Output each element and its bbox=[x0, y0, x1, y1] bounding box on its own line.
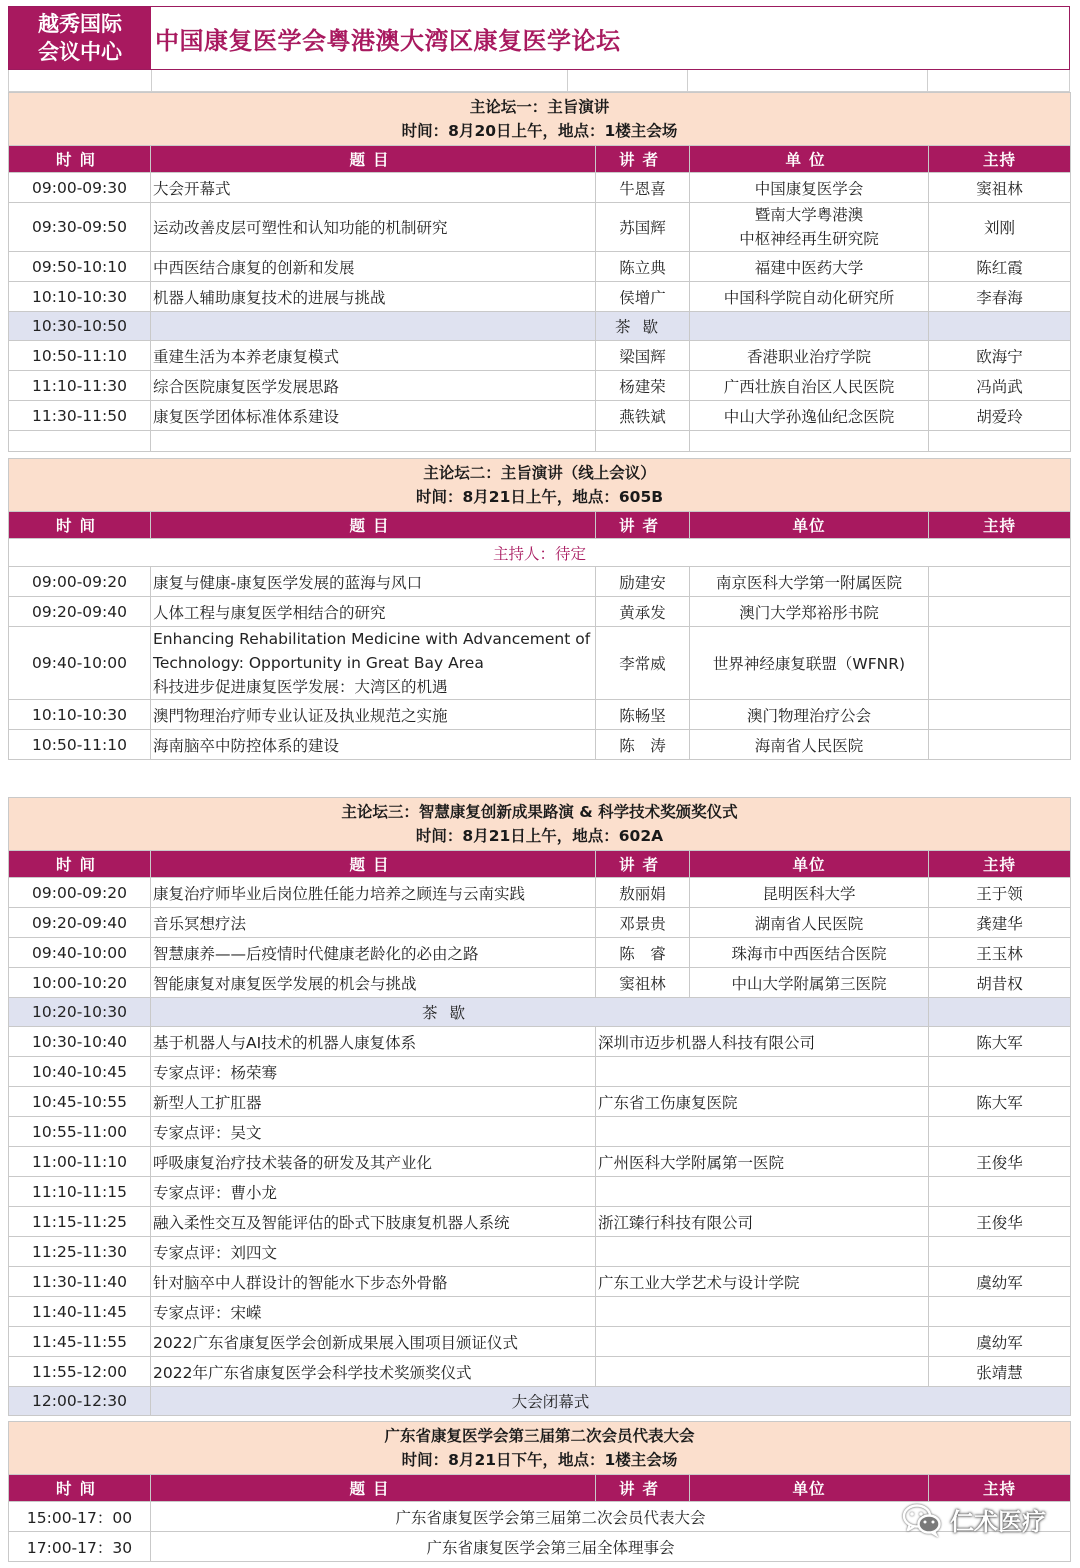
row-host: 王玉林 bbox=[929, 938, 1071, 968]
col-speaker: 讲者 bbox=[596, 512, 690, 539]
row-host: 王俊华 bbox=[929, 1147, 1071, 1177]
row-unit: 广州医科大学附属第一医院 bbox=[596, 1147, 929, 1177]
table-row bbox=[9, 567, 1071, 597]
forum1-title: 主论坛一：主旨演讲 bbox=[469, 98, 610, 116]
row-host: 胡爱玲 bbox=[929, 401, 1071, 431]
row-time: 17:00-17：30 bbox=[9, 1532, 151, 1562]
row-topic: 2022年广东省康复医学会科学技术奖颁奖仪式 bbox=[151, 1357, 596, 1387]
row-unit: 中山大学孙逸仙纪念医院 bbox=[690, 401, 929, 431]
row-host bbox=[929, 1177, 1071, 1207]
row-speaker: 陈 涛 bbox=[596, 730, 690, 760]
row-host: 王俊华 bbox=[929, 1207, 1071, 1237]
forum2-section-header bbox=[9, 459, 1071, 512]
row-time: 09:50-10:10 bbox=[9, 252, 151, 282]
break-label: 茶歇 bbox=[596, 312, 690, 341]
row-unit bbox=[596, 1117, 929, 1147]
col-host: 主持 bbox=[929, 851, 1071, 878]
forum2-info: 时间：8月21日上午，地点：605B bbox=[416, 488, 664, 506]
table-row bbox=[9, 203, 1071, 252]
closing-row bbox=[9, 1387, 1071, 1416]
forum3-info: 时间：8月21日上午，地点：602A bbox=[415, 827, 664, 845]
venue-line2: 会议中心 bbox=[38, 40, 122, 64]
row-topic: 新型人工扩肛器 bbox=[151, 1087, 596, 1117]
row-time: 10:10-10:30 bbox=[9, 282, 151, 312]
row-topic: 专家点评：杨荣骞 bbox=[151, 1057, 596, 1087]
watermark bbox=[902, 1502, 1046, 1537]
row-time: 10:55-11:00 bbox=[9, 1117, 151, 1147]
row-topic: 康复医学团体标准体系建设 bbox=[151, 401, 596, 431]
row-unit: 昆明医科大学 bbox=[690, 878, 929, 908]
row-time: 10:50-11:10 bbox=[9, 341, 151, 371]
row-time: 10:40-10:45 bbox=[9, 1057, 151, 1087]
row-time: 11:25-11:30 bbox=[9, 1237, 151, 1267]
row-unit: 福建中医药大学 bbox=[690, 252, 929, 282]
table-row bbox=[9, 938, 1071, 968]
forum3-break-row bbox=[9, 998, 1071, 1027]
row-unit: 海南省人民医院 bbox=[690, 730, 929, 760]
row-speaker: 陈立典 bbox=[596, 252, 690, 282]
table-row bbox=[9, 1117, 1071, 1147]
row-unit bbox=[596, 1057, 929, 1087]
watermark-text: 仁术医疗 bbox=[950, 1508, 1046, 1536]
header bbox=[8, 6, 1070, 70]
col-time: 时间 bbox=[9, 146, 151, 173]
row-time: 09:40-10:00 bbox=[9, 627, 151, 700]
row-label: 广东省康复医学会第三届第二次会员代表大会 bbox=[151, 1502, 1071, 1532]
row-time: 09:00-09:20 bbox=[9, 567, 151, 597]
row-unit: 澳门大学郑裕彤书院 bbox=[690, 597, 929, 627]
row-host: 李春海 bbox=[929, 282, 1071, 312]
spacer-row bbox=[9, 431, 1071, 452]
row-unit: 珠海市中西医结合医院 bbox=[690, 938, 929, 968]
row-time: 09:00-09:20 bbox=[9, 878, 151, 908]
break-label: 茶歇 bbox=[151, 998, 929, 1027]
col-unit: 单位 bbox=[690, 851, 929, 878]
row-unit bbox=[596, 1297, 929, 1327]
row-topic: 专家点评：刘四文 bbox=[151, 1237, 596, 1267]
forum1-info: 时间：8月20日上午，地点：1楼主会场 bbox=[401, 122, 678, 140]
row-speaker: 李常威 bbox=[596, 627, 690, 700]
row-topic: 中西医结合康复的创新和发展 bbox=[151, 252, 596, 282]
forum4-info: 时间：8月21日下午，地点：1楼主会场 bbox=[401, 1451, 678, 1469]
row-speaker: 牛恩喜 bbox=[596, 173, 690, 203]
row-topic: 机器人辅助康复技术的进展与挑战 bbox=[151, 282, 596, 312]
col-speaker: 讲者 bbox=[596, 146, 690, 173]
table-row bbox=[9, 401, 1071, 431]
closing-label: 大会闭幕式 bbox=[151, 1387, 1071, 1416]
row-topic: 专家点评：吴文 bbox=[151, 1117, 596, 1147]
row-unit: 中山大学附属第三医院 bbox=[690, 968, 929, 998]
col-host: 主持 bbox=[929, 1475, 1071, 1502]
table-row bbox=[9, 1147, 1071, 1177]
forum3-section-header bbox=[9, 798, 1071, 851]
row-time: 11:10-11:15 bbox=[9, 1177, 151, 1207]
venue-line1: 越秀国际 bbox=[38, 12, 122, 36]
forum4-column-header bbox=[9, 1475, 1071, 1502]
row-topic: 康复与健康-康复医学发展的蓝海与风口 bbox=[151, 567, 596, 597]
header-grid-row bbox=[8, 70, 1070, 92]
forum1-break-row bbox=[9, 312, 1071, 341]
forum2-title: 主论坛二：主旨演讲（线上会议） bbox=[423, 464, 656, 482]
table-row bbox=[9, 252, 1071, 282]
forum3-column-header bbox=[9, 851, 1071, 878]
row-topic: 康复治疗师毕业后岗位胜任能力培养之顾连与云南实践 bbox=[151, 878, 596, 908]
row-topic: 呼吸康复治疗技术装备的研发及其产业化 bbox=[151, 1147, 596, 1177]
row-unit: 深圳市迈步机器人科技有限公司 bbox=[596, 1027, 929, 1057]
row-topic: 大会开幕式 bbox=[151, 173, 596, 203]
table-row bbox=[9, 1057, 1071, 1087]
row-host bbox=[929, 1237, 1071, 1267]
row-host: 陈大军 bbox=[929, 1087, 1071, 1117]
row-unit: 南京医科大学第一附属医院 bbox=[690, 567, 929, 597]
row-speaker: 窦祖林 bbox=[596, 968, 690, 998]
table-row bbox=[9, 1087, 1071, 1117]
col-unit: 单位 bbox=[690, 512, 929, 539]
row-host: 窦祖林 bbox=[929, 173, 1071, 203]
row-topic: 融入柔性交互及智能评估的卧式下肢康复机器人系统 bbox=[151, 1207, 596, 1237]
row-speaker: 燕铁斌 bbox=[596, 401, 690, 431]
row-time: 11:30-11:50 bbox=[9, 401, 151, 431]
row-time: 09:00-09:30 bbox=[9, 173, 151, 203]
row-topic: 人体工程与康复医学相结合的研究 bbox=[151, 597, 596, 627]
row-speaker: 励建安 bbox=[596, 567, 690, 597]
table-row bbox=[9, 173, 1071, 203]
row-host: 王于领 bbox=[929, 878, 1071, 908]
forum2-column-header bbox=[9, 512, 1071, 539]
row-unit: 湖南省人民医院 bbox=[690, 908, 929, 938]
table-row bbox=[9, 597, 1071, 627]
table-row bbox=[9, 1207, 1071, 1237]
row-time: 10:00-10:20 bbox=[9, 968, 151, 998]
table-row bbox=[9, 1027, 1071, 1057]
row-host: 胡昔权 bbox=[929, 968, 1071, 998]
table-row bbox=[9, 1177, 1071, 1207]
col-time: 时间 bbox=[9, 1475, 151, 1502]
row-host bbox=[929, 627, 1071, 700]
row-time: 11:55-12:00 bbox=[9, 1357, 151, 1387]
row-host bbox=[929, 1117, 1071, 1147]
row-speaker: 黄承发 bbox=[596, 597, 690, 627]
row-topic: 综合医院康复医学发展思路 bbox=[151, 371, 596, 401]
table-row bbox=[9, 341, 1071, 371]
row-host: 虞幼军 bbox=[929, 1327, 1071, 1357]
row-host bbox=[929, 730, 1071, 760]
row-unit bbox=[596, 1177, 929, 1207]
row-topic: 专家点评：宋嵘 bbox=[151, 1297, 596, 1327]
forum1-section-header bbox=[9, 93, 1071, 146]
row-host bbox=[929, 567, 1071, 597]
row-host: 陈大军 bbox=[929, 1027, 1071, 1057]
moderator-text: 主持人：待定 bbox=[9, 539, 1071, 567]
row-unit: 世界神经康复联盟（WFNR) bbox=[690, 627, 929, 700]
row-time: 09:20-09:40 bbox=[9, 597, 151, 627]
break-time: 10:30-10:50 bbox=[9, 312, 151, 341]
row-unit: 广东工业大学艺术与设计学院 bbox=[596, 1267, 929, 1297]
row-host: 陈红霞 bbox=[929, 252, 1071, 282]
row-time: 11:30-11:40 bbox=[9, 1267, 151, 1297]
row-speaker: 陈 睿 bbox=[596, 938, 690, 968]
row-topic: 智慧康养——后疫情时代健康老龄化的必由之路 bbox=[151, 938, 596, 968]
row-time: 11:15-11:25 bbox=[9, 1207, 151, 1237]
row-time: 15:00-17：00 bbox=[9, 1502, 151, 1532]
page-title: 中国康复医学会粤港澳大湾区康复医学论坛 bbox=[155, 26, 621, 55]
row-topic: 运动改善皮层可塑性和认知功能的机制研究 bbox=[151, 203, 596, 252]
row-topic: 针对脑卒中人群设计的智能水下步态外骨骼 bbox=[151, 1267, 596, 1297]
table-row bbox=[9, 878, 1071, 908]
col-time: 时间 bbox=[9, 512, 151, 539]
row-topic: 专家点评：曹小龙 bbox=[151, 1177, 596, 1207]
row-host: 欧海宁 bbox=[929, 341, 1071, 371]
break-time: 10:20-10:30 bbox=[9, 998, 151, 1027]
row-unit: 香港职业治疗学院 bbox=[690, 341, 929, 371]
table-row bbox=[9, 627, 1071, 700]
row-time: 10:50-11:10 bbox=[9, 730, 151, 760]
row-unit: 暨南大学粤港澳 中枢神经再生研究院 bbox=[690, 203, 929, 252]
moderator-row bbox=[9, 539, 1071, 567]
table-row bbox=[9, 1237, 1071, 1267]
row-host: 张靖慧 bbox=[929, 1357, 1071, 1387]
forum4-title: 广东省康复医学会第三届第二次会员代表大会 bbox=[384, 1427, 695, 1445]
col-topic: 题目 bbox=[151, 146, 596, 173]
forum4-table bbox=[8, 1421, 1071, 1562]
row-host: 虞幼军 bbox=[929, 1267, 1071, 1297]
row-time: 10:10-10:30 bbox=[9, 700, 151, 730]
table-row bbox=[9, 1327, 1071, 1357]
table-row bbox=[9, 1267, 1071, 1297]
row-host bbox=[929, 597, 1071, 627]
table-row bbox=[9, 700, 1071, 730]
row-speaker: 梁国辉 bbox=[596, 341, 690, 371]
row-host bbox=[929, 1297, 1071, 1327]
row-time: 11:10-11:30 bbox=[9, 371, 151, 401]
row-topic: 海南脑卒中防控体系的建设 bbox=[151, 730, 596, 760]
row-host: 刘刚 bbox=[929, 203, 1071, 252]
row-time: 11:45-11:55 bbox=[9, 1327, 151, 1357]
forum4-section-header bbox=[9, 1422, 1071, 1475]
closing-time: 12:00-12:30 bbox=[9, 1387, 151, 1416]
row-topic: 澳門物理治疗师专业认证及执业规范之实施 bbox=[151, 700, 596, 730]
row-speaker: 敖丽娟 bbox=[596, 878, 690, 908]
forum2-table bbox=[8, 458, 1071, 760]
forum1-column-header bbox=[9, 146, 1071, 173]
col-topic: 题目 bbox=[151, 851, 596, 878]
table-row bbox=[9, 968, 1071, 998]
row-unit: 中国康复医学会 bbox=[690, 173, 929, 203]
row-label: 广东省康复医学会第三届全体理事会 bbox=[151, 1532, 1071, 1562]
row-unit: 广西壮族自治区人民医院 bbox=[690, 371, 929, 401]
row-time: 09:20-09:40 bbox=[9, 908, 151, 938]
row-time: 11:40-11:45 bbox=[9, 1297, 151, 1327]
row-speaker: 陈畅坚 bbox=[596, 700, 690, 730]
row-topic: 重建生活为本养老康复模式 bbox=[151, 341, 596, 371]
col-speaker: 讲者 bbox=[596, 851, 690, 878]
row-topic: 音乐冥想疗法 bbox=[151, 908, 596, 938]
row-time: 09:30-09:50 bbox=[9, 203, 151, 252]
row-time: 10:30-10:40 bbox=[9, 1027, 151, 1057]
forum3-title: 主论坛三：智慧康复创新成果路演 & 科学技术奖颁奖仪式 bbox=[341, 803, 738, 821]
row-topic: 智能康复对康复医学发展的机会与挑战 bbox=[151, 968, 596, 998]
row-speaker: 杨建荣 bbox=[596, 371, 690, 401]
row-unit: 浙江臻行科技有限公司 bbox=[596, 1207, 929, 1237]
row-unit: 中国科学院自动化研究所 bbox=[690, 282, 929, 312]
forum1-table bbox=[8, 92, 1071, 452]
col-host: 主持 bbox=[929, 512, 1071, 539]
wechat-icon bbox=[902, 1503, 942, 1537]
row-topic: 基于机器人与AI技术的机器人康复体系 bbox=[151, 1027, 596, 1057]
col-topic: 题目 bbox=[151, 1475, 596, 1502]
row-unit: 广东省工伤康复医院 bbox=[596, 1087, 929, 1117]
row-topic: 2022广东省康复医学会创新成果展入围项目颁证仪式 bbox=[151, 1327, 596, 1357]
col-host: 主持 bbox=[929, 146, 1071, 173]
row-host: 冯尚武 bbox=[929, 371, 1071, 401]
row-host bbox=[929, 700, 1071, 730]
row-speaker: 邓景贵 bbox=[596, 908, 690, 938]
table-row bbox=[9, 1297, 1071, 1327]
table-row bbox=[9, 1357, 1071, 1387]
col-time: 时间 bbox=[9, 851, 151, 878]
row-speaker: 侯增广 bbox=[596, 282, 690, 312]
row-unit bbox=[596, 1327, 929, 1357]
row-time: 09:40-10:00 bbox=[9, 938, 151, 968]
row-host bbox=[929, 1057, 1071, 1087]
col-unit: 单位 bbox=[690, 1475, 929, 1502]
row-host: 龚建华 bbox=[929, 908, 1071, 938]
forum3-table bbox=[8, 797, 1071, 1416]
col-speaker: 讲者 bbox=[596, 1475, 690, 1502]
table-row bbox=[9, 371, 1071, 401]
row-unit bbox=[596, 1237, 929, 1267]
col-unit: 单位 bbox=[690, 146, 929, 173]
row-time: 11:00-11:10 bbox=[9, 1147, 151, 1177]
row-time: 10:45-10:55 bbox=[9, 1087, 151, 1117]
row-topic: Enhancing Rehabilitation Medicine with Advancement of Technology: Opportunity in Great Bay Area 科技进步促进康复医学发展：大湾区的机遇 bbox=[151, 627, 596, 700]
row-speaker: 苏国辉 bbox=[596, 203, 690, 252]
table-row bbox=[9, 282, 1071, 312]
row-unit: 澳门物理治疗公会 bbox=[690, 700, 929, 730]
table-row bbox=[9, 730, 1071, 760]
col-topic: 题目 bbox=[151, 512, 596, 539]
venue-badge bbox=[9, 7, 151, 69]
row-unit bbox=[596, 1357, 929, 1387]
table-row bbox=[9, 908, 1071, 938]
